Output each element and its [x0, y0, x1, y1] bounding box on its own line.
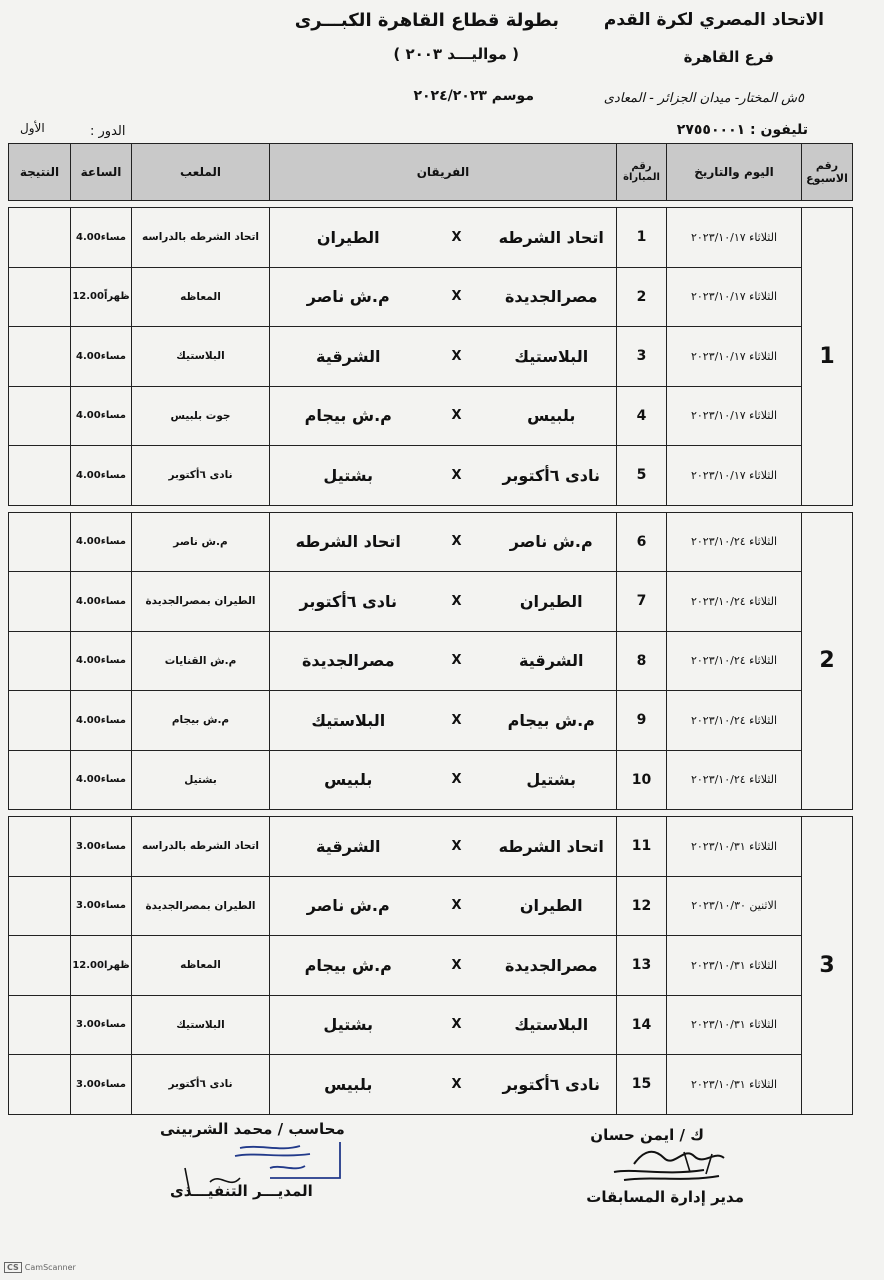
away-team: م.ش بيجام [270, 386, 427, 446]
kickoff-time: 3.00مساء [71, 995, 132, 1055]
away-team: الطيران [270, 208, 427, 268]
kickoff-time: 4.00مساء [71, 208, 132, 268]
match-date: الثلاثاء ٢٠٢٣/١٠/٢٤ [667, 750, 802, 810]
versus-mark: X [427, 631, 487, 691]
stadium: المعاظه [132, 267, 270, 327]
match-date: الثلاثاء ٢٠٢٣/١٠/١٧ [667, 208, 802, 268]
table-row [9, 631, 853, 691]
table-row [9, 995, 853, 1055]
signature-right-name: ك / ايمن حسان [590, 1126, 704, 1144]
result-cell [9, 817, 71, 877]
away-team: م.ش بيجام [270, 936, 427, 996]
result-cell [9, 446, 71, 506]
kickoff-time: 4.00مساء [71, 691, 132, 751]
result-cell [9, 208, 71, 268]
stadium: نادى ٦أكتوبر [132, 446, 270, 506]
versus-mark: X [427, 208, 487, 268]
match-date: الثلاثاء ٢٠٢٣/١٠/١٧ [667, 446, 802, 506]
address-line: ٥ش المختار- ميدان الجزائر - المعادى [603, 91, 804, 106]
match-number: 8 [617, 631, 667, 691]
home-team: الشرقية [487, 631, 617, 691]
col-result: النتيجة [9, 144, 71, 201]
phone-line: تليفون : ٢٧٥٥٠٠٠١ [676, 122, 808, 138]
kickoff-time: 4.00مساء [71, 386, 132, 446]
federation-name: الاتحاد المصري لكرة القدم [603, 10, 824, 30]
table-row [9, 876, 853, 936]
away-team: بشتيل [270, 446, 427, 506]
home-team: البلاستيك [487, 995, 617, 1055]
home-team: الطيران [487, 876, 617, 936]
match-date: الثلاثاء ٢٠٢٣/١٠/٢٤ [667, 631, 802, 691]
away-team: م.ش ناصر [270, 267, 427, 327]
away-team: مصرالجديدة [270, 631, 427, 691]
stadium: المعاظه [132, 936, 270, 996]
away-team: بلبيس [270, 750, 427, 810]
result-cell [9, 386, 71, 446]
result-cell [9, 1055, 71, 1115]
season-label: موسم ٢٠٢٤/٢٠٢٣ [413, 88, 534, 104]
versus-mark: X [427, 512, 487, 572]
table-row [9, 327, 853, 387]
match-number: 9 [617, 691, 667, 751]
match-date: الثلاثاء ٢٠٢٣/١٠/٣١ [667, 995, 802, 1055]
kickoff-time: 12.00ظهرا [71, 936, 132, 996]
home-team: الطيران [487, 572, 617, 632]
handwritten-signature-right-icon [594, 1146, 734, 1186]
match-number: 6 [617, 512, 667, 572]
result-cell [9, 631, 71, 691]
match-date: الثلاثاء ٢٠٢٣/١٠/٣١ [667, 936, 802, 996]
table-row [9, 936, 853, 996]
home-team: بشتيل [487, 750, 617, 810]
document-subtitle: ( مواليـــد ٢٠٠٣ ) [393, 45, 519, 63]
versus-mark: X [427, 386, 487, 446]
result-cell [9, 995, 71, 1055]
home-team: اتحاد الشرطه [487, 208, 617, 268]
table-row [9, 817, 853, 877]
away-team: البلاستيك [270, 691, 427, 751]
week-gap-cell [9, 201, 853, 208]
table-row [9, 512, 853, 572]
result-cell [9, 512, 71, 572]
stadium: م.ش ناصر [132, 512, 270, 572]
stadium: اتحاد الشرطه بالدراسه [132, 817, 270, 877]
week-number: 1 [802, 208, 853, 506]
versus-mark: X [427, 817, 487, 877]
match-number: 12 [617, 876, 667, 936]
home-team: مصرالجديدة [487, 267, 617, 327]
match-number: 5 [617, 446, 667, 506]
result-cell [9, 750, 71, 810]
kickoff-time: 4.00مساء [71, 327, 132, 387]
versus-mark: X [427, 995, 487, 1055]
kickoff-time: 4.00مساء [71, 572, 132, 632]
away-team: بلبيس [270, 1055, 427, 1115]
signature-left-name: محاسب / محمد الشربينى [160, 1120, 345, 1138]
table-row [9, 750, 853, 810]
home-team: البلاستيك [487, 327, 617, 387]
stadium: اتحاد الشرطه بالدراسه [132, 208, 270, 268]
week-number: 3 [802, 817, 853, 1115]
versus-mark: X [427, 1055, 487, 1115]
match-date: الثلاثاء ٢٠٢٣/١٠/٢٤ [667, 691, 802, 751]
col-date: اليوم والتاريخ [667, 144, 802, 201]
result-cell [9, 327, 71, 387]
match-number: 2 [617, 267, 667, 327]
match-number: 4 [617, 386, 667, 446]
branch-name: فرع القاهرة [683, 48, 774, 66]
match-number: 7 [617, 572, 667, 632]
stadium: بشتيل [132, 750, 270, 810]
kickoff-time: 4.00مساء [71, 446, 132, 506]
stadium: جوت بلبيس [132, 386, 270, 446]
round-value: الأول [20, 121, 45, 135]
kickoff-time: 4.00مساء [71, 750, 132, 810]
signature-left-title: المديـــر التنفيـــذى [170, 1182, 313, 1200]
away-team: اتحاد الشرطه [270, 512, 427, 572]
stadium: البلاستيك [132, 327, 270, 387]
match-date: الثلاثاء ٢٠٢٣/١٠/٣١ [667, 1055, 802, 1115]
match-date: الاثنين ٢٠٢٣/١٠/٣٠ [667, 876, 802, 936]
col-stadium: الملعب [132, 144, 270, 201]
stadium: م.ش القنايات [132, 631, 270, 691]
kickoff-time: 3.00مساء [71, 817, 132, 877]
week-gap [9, 201, 853, 208]
match-number: 13 [617, 936, 667, 996]
document-title: بطولة قطاع القاهرة الكبـــرى [294, 10, 559, 31]
match-number: 15 [617, 1055, 667, 1115]
table-row [9, 572, 853, 632]
match-date: الثلاثاء ٢٠٢٣/١٠/١٧ [667, 327, 802, 387]
versus-mark: X [427, 572, 487, 632]
versus-mark: X [427, 936, 487, 996]
week-gap [9, 505, 853, 512]
match-date: الثلاثاء ٢٠٢٣/١٠/٢٤ [667, 572, 802, 632]
stadium: البلاستيك [132, 995, 270, 1055]
table-header-row [9, 144, 853, 201]
away-team: الشرقية [270, 817, 427, 877]
result-cell [9, 572, 71, 632]
table-row [9, 386, 853, 446]
kickoff-time: 4.00مساء [71, 512, 132, 572]
home-team: نادى ٦أكتوبر [487, 446, 617, 506]
table-row [9, 1055, 853, 1115]
versus-mark: X [427, 267, 487, 327]
home-team: مصرالجديدة [487, 936, 617, 996]
result-cell [9, 267, 71, 327]
stadium: الطيران بمصرالجديدة [132, 876, 270, 936]
stadium: م.ش بيجام [132, 691, 270, 751]
home-team: نادى ٦أكتوبر [487, 1055, 617, 1115]
home-team: اتحاد الشرطه [487, 817, 617, 877]
home-team: م.ش ناصر [487, 512, 617, 572]
match-number: 3 [617, 327, 667, 387]
signature-right-title: مدير إدارة المسابقات [586, 1188, 744, 1206]
match-date: الثلاثاء ٢٠٢٣/١٠/٣١ [667, 817, 802, 877]
match-number: 10 [617, 750, 667, 810]
result-cell [9, 876, 71, 936]
table-row [9, 446, 853, 506]
match-date: الثلاثاء ٢٠٢٣/١٠/٢٤ [667, 512, 802, 572]
away-team: بشتيل [270, 995, 427, 1055]
match-number: 11 [617, 817, 667, 877]
versus-mark: X [427, 876, 487, 936]
schedule-table [8, 143, 853, 1115]
table-row [9, 267, 853, 327]
round-label: الدور : [90, 124, 126, 139]
scanner-badge [4, 1262, 76, 1273]
kickoff-time: 12.00ظهراً [71, 267, 132, 327]
match-number: 14 [617, 995, 667, 1055]
schedule-body [9, 201, 853, 1115]
result-cell [9, 691, 71, 751]
scanner-text: CamScanner [24, 1263, 76, 1272]
week-gap-cell [9, 505, 853, 512]
table-row [9, 208, 853, 268]
table-row [9, 691, 853, 751]
kickoff-time: 3.00مساء [71, 1055, 132, 1115]
kickoff-time: 3.00مساء [71, 876, 132, 936]
away-team: م.ش ناصر [270, 876, 427, 936]
match-number: 1 [617, 208, 667, 268]
versus-mark: X [427, 750, 487, 810]
week-number: 2 [802, 512, 853, 810]
match-date: الثلاثاء ٢٠٢٣/١٠/١٧ [667, 386, 802, 446]
versus-mark: X [427, 691, 487, 751]
versus-mark: X [427, 327, 487, 387]
col-time: الساعة [71, 144, 132, 201]
home-team: م.ش بيجام [487, 691, 617, 751]
away-team: الشرقية [270, 327, 427, 387]
versus-mark: X [427, 446, 487, 506]
match-date: الثلاثاء ٢٠٢٣/١٠/١٧ [667, 267, 802, 327]
stadium: نادى ٦أكتوبر [132, 1055, 270, 1115]
col-week: رقم الاسبوع [802, 144, 853, 201]
week-gap [9, 810, 853, 817]
kickoff-time: 4.00مساء [71, 631, 132, 691]
col-match-no: رقم المباراة [617, 144, 667, 201]
away-team: نادى ٦أكتوبر [270, 572, 427, 632]
result-cell [9, 936, 71, 996]
home-team: بلبيس [487, 386, 617, 446]
stadium: الطيران بمصرالجديدة [132, 572, 270, 632]
week-gap-cell [9, 810, 853, 817]
col-teams: الفريقان [270, 144, 617, 201]
scanner-logo: CS [4, 1262, 22, 1273]
